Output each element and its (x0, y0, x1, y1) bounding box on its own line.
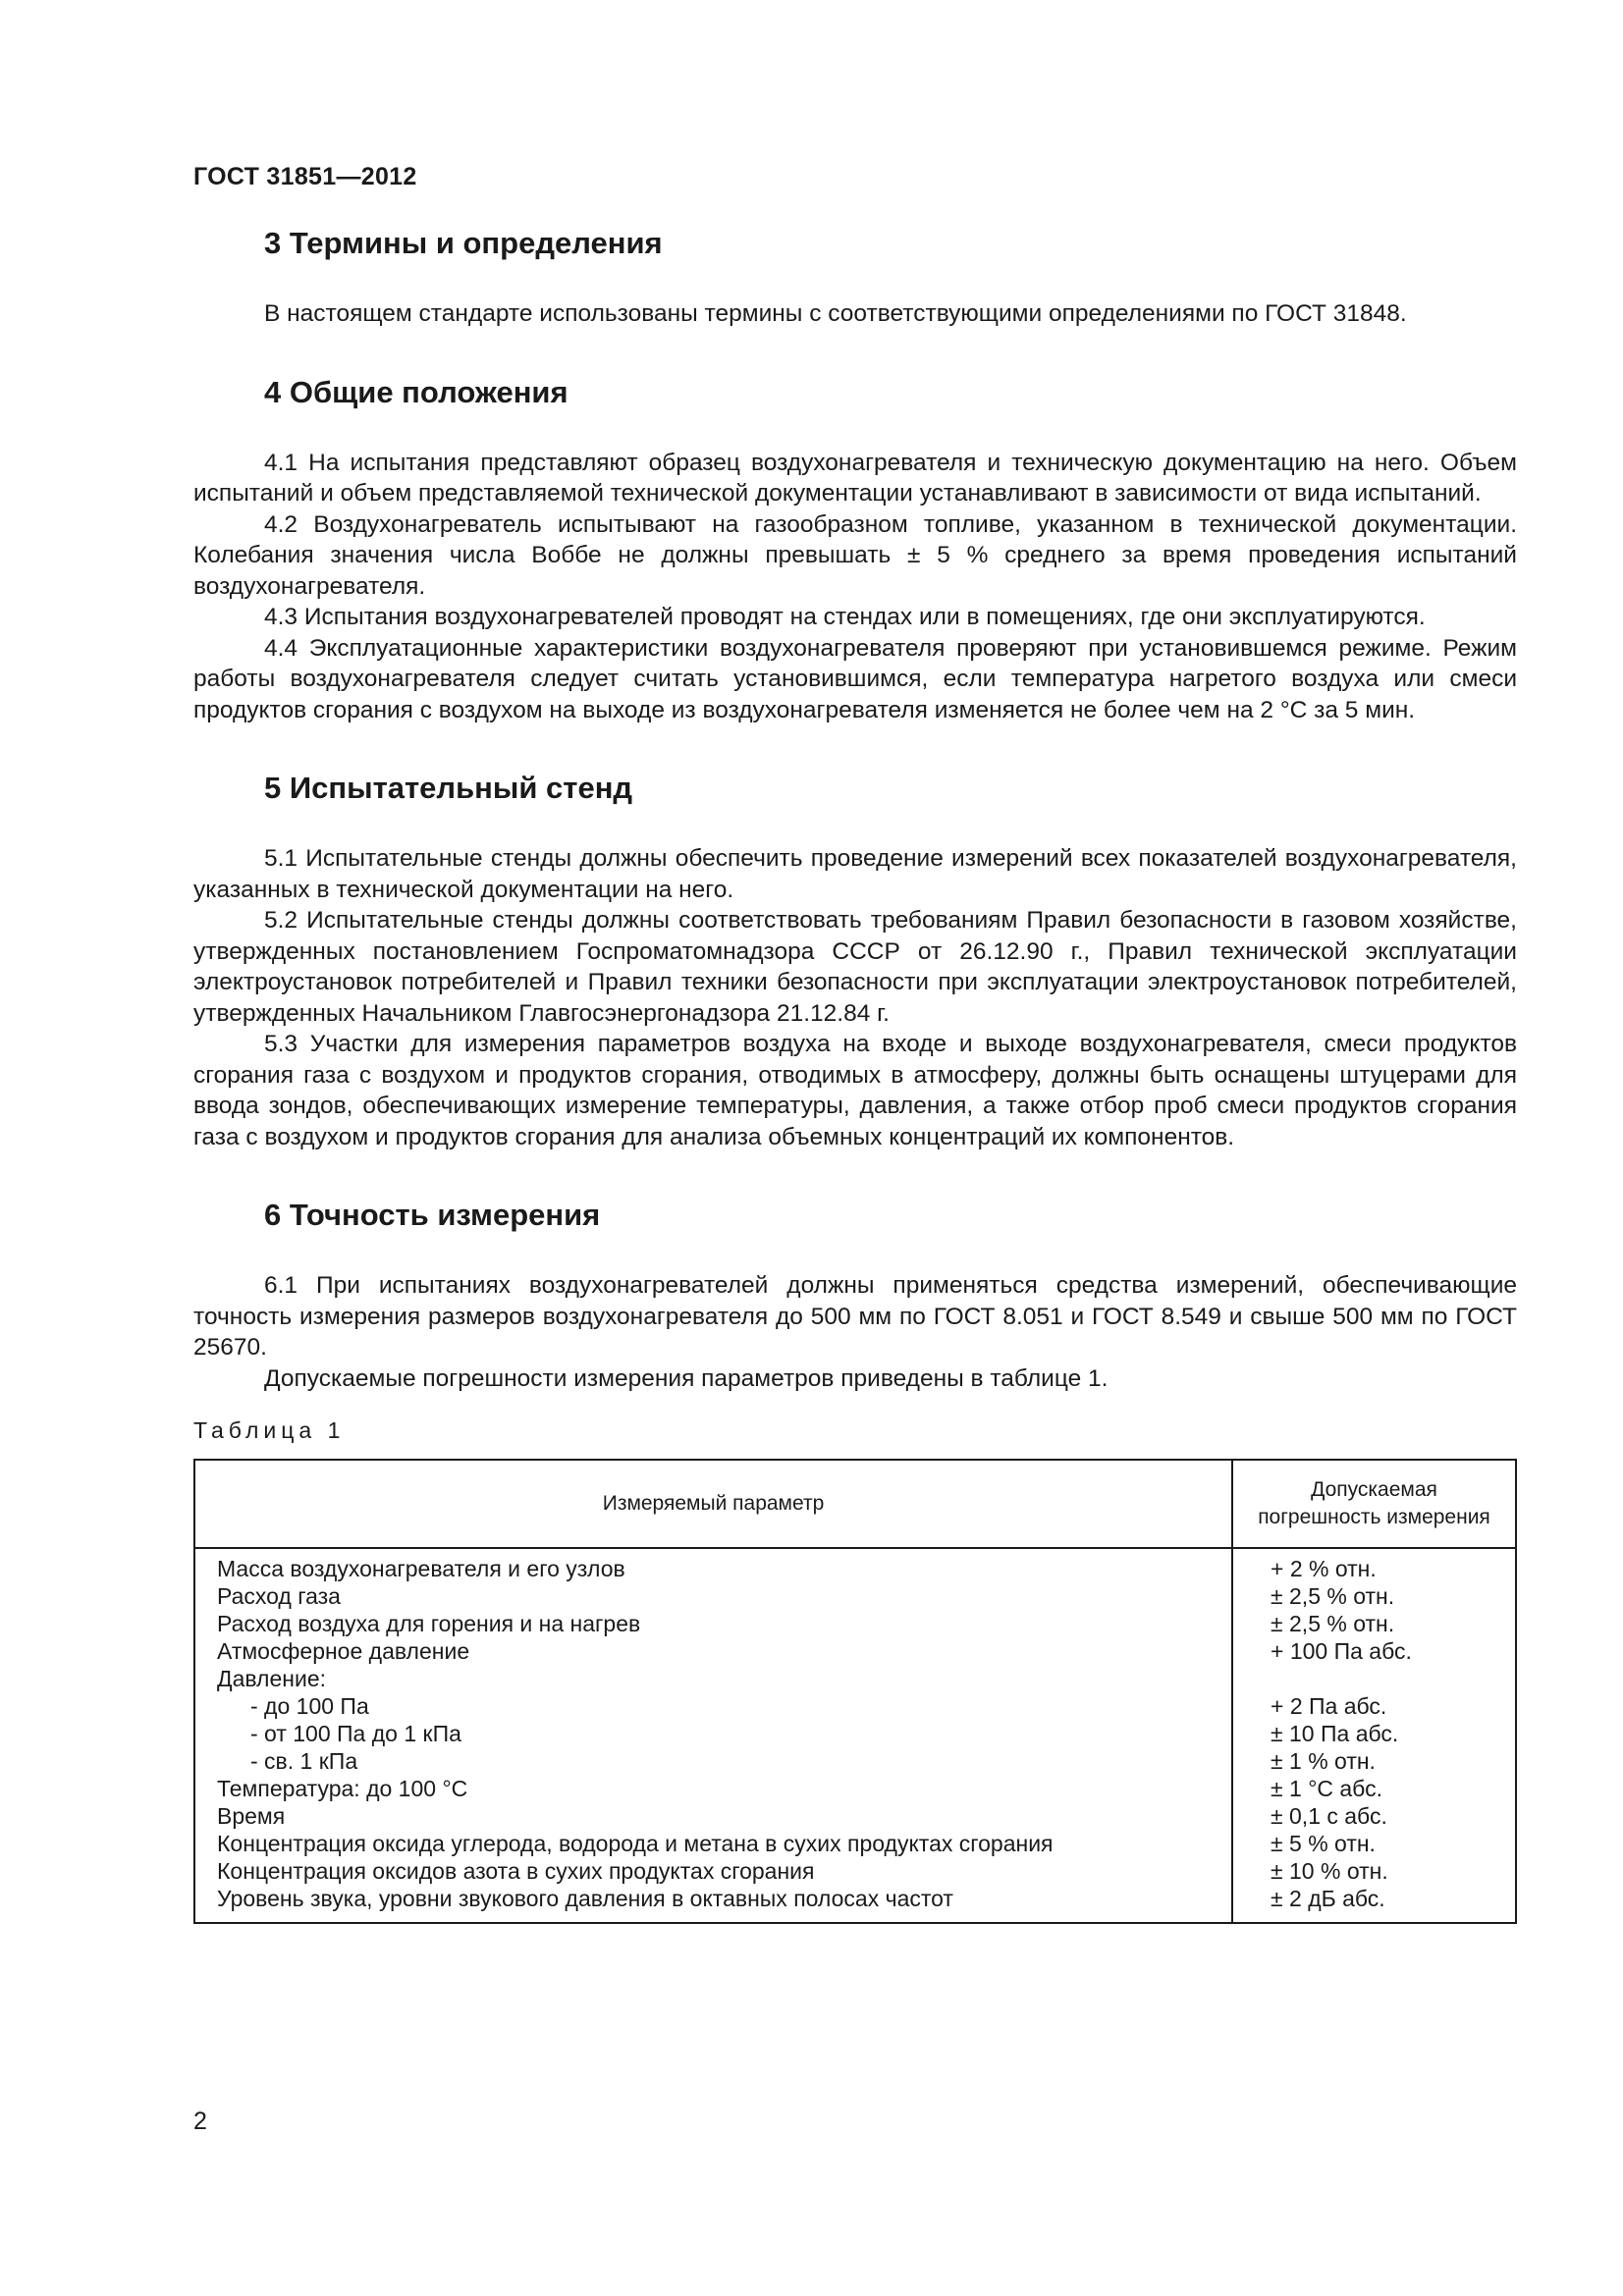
table-body-row (194, 1548, 1516, 1923)
paragraph-6-1: 6.1 При испытаниях воздухонагревателей должны применяться средства измерений, обеспечивающие точность измерения размеров воздухонагревателя до 500 мм по ГОСТ 8.051 и ГОСТ 8.549 и свыше 500 мм по ГОСТ 25670. (193, 1272, 1517, 1361)
table-row-param: - до 100 Па (250, 1693, 369, 1719)
table-row-param: Давление: (217, 1666, 327, 1691)
paragraph-6-2: Допускаемые погрешности измерения параметров приведены в таблице 1. (264, 1364, 1109, 1392)
table-row-param: Уровень звука, уровни звукового давления в октавных полосах частот (217, 1886, 953, 1911)
table-row-param: Концентрация оксидов азота в сухих продуктах сгорания (217, 1858, 815, 1884)
table-row-tolerance: ± 0,1 с абс. (1271, 1803, 1387, 1829)
table-row-tolerance: ± 10 Па абс. (1271, 1721, 1399, 1746)
table-row-tolerance (1271, 1665, 1495, 1692)
page-number: 2 (193, 2108, 207, 2135)
document-id-header: ГОСТ 31851—2012 (193, 163, 417, 190)
table-row-param: Расход воздуха для горения и на нагрев (217, 1611, 641, 1636)
table-row-param: - от 100 Па до 1 кПа (250, 1721, 461, 1746)
table-row-tolerance: ± 5 % отн. (1271, 1831, 1376, 1856)
table-row-param: Атмосферное давление (217, 1638, 470, 1664)
tolerance-table (193, 1459, 1517, 1924)
header-tolerance (1232, 1460, 1516, 1548)
table-row-param: - св. 1 кПа (250, 1748, 358, 1774)
paragraph-5-2: 5.2 Испытательные стенды должны соответствовать требованиям Правил безопасности в газовом хозяйстве, утвержденных постановлением Госпроматомнадзора СССР от 26.12.90 г., Правил технической эксплуатации электроустановок потребителей и Правил техники безопасности при эксплуатации электроустановок потребителей, утвержденных Начальником Главгосэнергонадзора 21.12.84 г. (193, 907, 1517, 1027)
table-row-param: Время (217, 1803, 286, 1829)
table-caption: Таблица 1 (193, 1417, 346, 1443)
table-row-param: Температура: до 100 °C (217, 1776, 468, 1801)
table-row-tolerance: ± 2,5 % отн. (1271, 1611, 1395, 1636)
parameters-column (194, 1548, 1232, 1923)
section-4-title: 4 Общие положения (264, 374, 568, 409)
table-row-tolerance: + 2 % отн. (1271, 1556, 1377, 1581)
paragraph-5-3: 5.3 Участки для измерения параметров воздуха на входе и выходе воздухонагревателя, смеси продуктов сгорания газа с воздухом и продуктов сгорания, отводимых в атмосферу, должны быть оснащены штуцерами для ввода зондов, обеспечивающих измерение температуры, давления, а также отбор проб смеси продуктов сгорания газа с воздухом и продуктов сгорания для анализа объемных концентраций их компонентов. (193, 1031, 1517, 1150)
paragraph-4-2: 4.2 Воздухонагреватель испытывают на газообразном топливе, указанном в технической документации. Колебания значения числа Воббе не должны превышать ± 5 % среднего за время проведения испытаний воздухонагревателя. (193, 510, 1517, 600)
table-row-param: Масса воздухонагревателя и его узлов (217, 1556, 625, 1581)
section-test-bench (193, 769, 1517, 1152)
paragraph-4-1: 4.1 На испытания представляют образец воздухонагревателя и техническую документацию на него. Объем испытаний и объем представляемой технической документации устанавливают в зависимости от вида испытаний. (193, 449, 1517, 507)
paragraph-5-1: 5.1 Испытательные стенды должны обеспечить проведение измерений всех показателей воздухонагревателя, указанных в технической документации на него. (193, 845, 1517, 903)
tolerances-column (1232, 1548, 1516, 1923)
section-3-title: 3 Термины и определения (264, 226, 663, 260)
table-header-row (194, 1460, 1516, 1548)
section-accuracy (193, 1196, 1517, 1394)
table-row-param: Концентрация оксида углерода, водорода и метана в сухих продуктах сгорания (217, 1831, 1054, 1856)
section-3-paragraph: В настоящем стандарте использованы термины с соответствующими определениями по ГОСТ 31848. (264, 300, 1407, 327)
header-tolerance-line-1: Допускаемая (1311, 1478, 1437, 1501)
document-body (193, 224, 1517, 1924)
table-row-param: Расход газа (217, 1583, 341, 1609)
paragraph-4-4: 4.4 Эксплуатационные характеристики воздухонагревателя проверяют при установившемся режиме. Режим работы воздухонагревателя следует считать установившимся, если температура нагретого воздуха или смеси продуктов сгорания с воздухом на выходе из воздухонагревателя изменяется не более чем на 2 °C за 5 мин. (193, 634, 1517, 723)
section-6-title: 6 Точность измерения (264, 1198, 601, 1232)
table-row-tolerance: ± 1 °C абс. (1271, 1776, 1382, 1801)
table-row-tolerance: + 2 Па абс. (1271, 1693, 1387, 1719)
section-5-title: 5 Испытательный стенд (264, 771, 633, 805)
table-row-tolerance: + 100 Па абс. (1271, 1638, 1412, 1664)
table-row-tolerance: ± 2 дБ абс. (1271, 1886, 1385, 1911)
section-terms (193, 224, 1517, 330)
header-tolerance-line-2: погрешность измерения (1258, 1506, 1490, 1528)
table-row-tolerance: ± 10 % отн. (1271, 1858, 1388, 1884)
paragraph-4-3: 4.3 Испытания воздухонагревателей проводят на стендах или в помещениях, где они эксплуатируются. (264, 604, 1426, 630)
table-row-tolerance: ± 1 % отн. (1271, 1748, 1376, 1774)
header-measured-parameter: Измеряемый параметр (194, 1460, 1232, 1548)
section-general (193, 373, 1517, 726)
table-row-tolerance: ± 2,5 % отн. (1271, 1583, 1395, 1609)
